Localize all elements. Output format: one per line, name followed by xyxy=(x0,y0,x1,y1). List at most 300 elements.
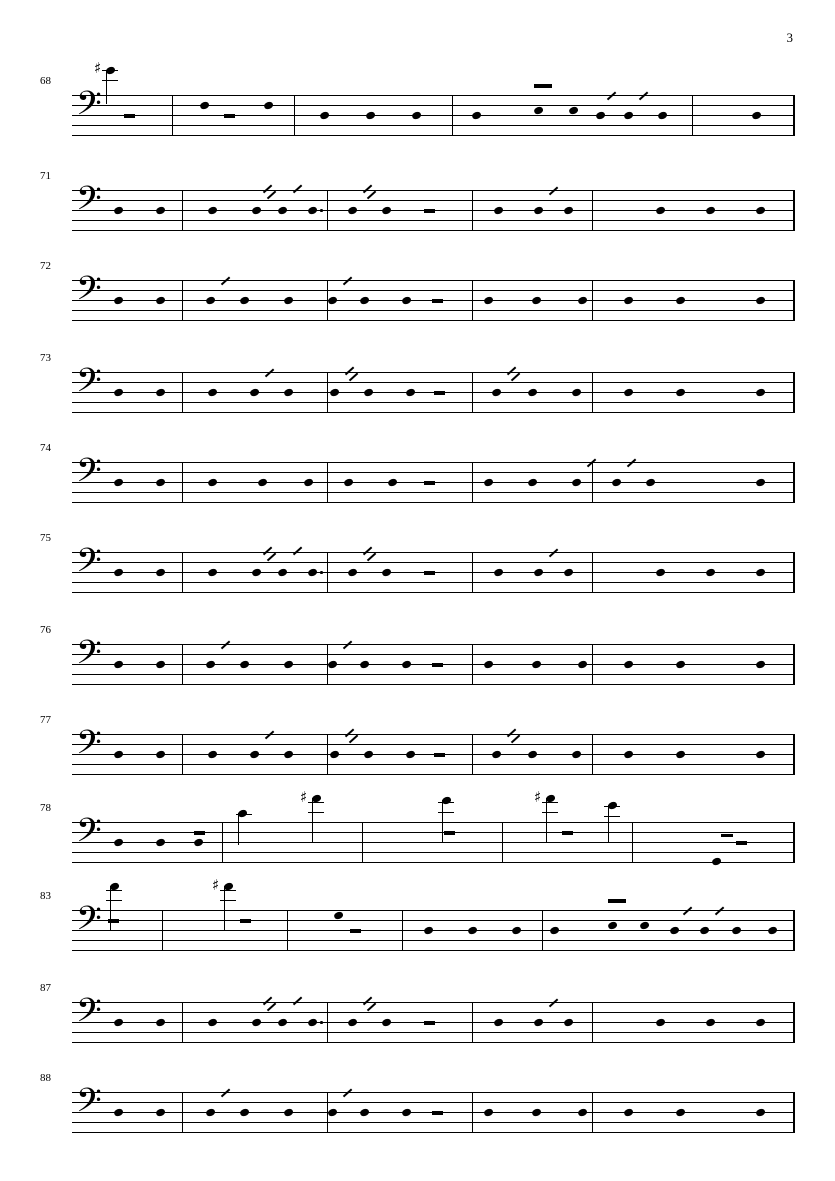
sixteenth-rest xyxy=(345,729,354,738)
barline xyxy=(327,1002,328,1043)
sixteenth-rest xyxy=(345,367,354,376)
note-head xyxy=(155,660,166,669)
ledger-line xyxy=(542,812,558,813)
sixteenth-rest xyxy=(511,735,520,744)
note-head xyxy=(307,1018,318,1027)
note-head xyxy=(623,111,634,120)
staff xyxy=(72,992,794,1042)
note-head xyxy=(193,838,204,847)
note-stem xyxy=(312,798,313,842)
ledger-line xyxy=(438,812,454,813)
barline xyxy=(592,280,593,321)
staff xyxy=(72,1082,794,1132)
note-head xyxy=(675,750,686,759)
half-rest xyxy=(432,299,443,303)
bass-clef-icon: 𝄢 xyxy=(76,812,102,858)
barline xyxy=(502,822,503,863)
bass-clef-icon: 𝄢 xyxy=(76,542,102,588)
staff-line xyxy=(72,382,794,383)
note-head xyxy=(577,1108,588,1117)
note-head xyxy=(283,660,294,669)
barline xyxy=(327,372,328,413)
staff-line xyxy=(72,220,794,221)
barline xyxy=(287,910,288,951)
note-head xyxy=(533,206,544,215)
note-head xyxy=(483,1108,494,1117)
sixteenth-rest xyxy=(263,185,272,194)
note-head xyxy=(675,1108,686,1117)
half-rest xyxy=(562,831,573,835)
staff-line xyxy=(72,842,794,843)
barline xyxy=(592,190,593,231)
barline xyxy=(327,462,328,503)
note-head xyxy=(411,111,422,120)
half-rest xyxy=(350,929,361,933)
note-head xyxy=(113,568,124,577)
note-head xyxy=(251,568,262,577)
staff-line xyxy=(72,754,794,755)
note-head xyxy=(113,206,124,215)
note-head xyxy=(755,388,766,397)
note-head xyxy=(655,206,666,215)
augmentation-dot xyxy=(320,571,323,574)
bass-clef-icon: 𝄢 xyxy=(76,85,102,131)
staff-line xyxy=(72,200,794,201)
note-head xyxy=(207,750,218,759)
note-head xyxy=(207,388,218,397)
note-head xyxy=(563,206,574,215)
note-head xyxy=(155,1018,166,1027)
barline xyxy=(327,734,328,775)
note-head xyxy=(483,296,494,305)
note-head xyxy=(113,838,124,847)
note-head xyxy=(329,750,340,759)
staff-line xyxy=(72,862,794,863)
staff-line xyxy=(72,764,794,765)
note-head xyxy=(207,1018,218,1027)
half-rest xyxy=(424,571,435,575)
staff-line xyxy=(72,230,794,231)
barline xyxy=(793,280,795,321)
staff-line xyxy=(72,562,794,563)
staff-line xyxy=(72,412,794,413)
staff-line xyxy=(72,940,794,941)
note-head xyxy=(387,478,398,487)
barline xyxy=(542,910,543,951)
note-head xyxy=(155,1108,166,1117)
staff-line xyxy=(72,320,794,321)
barline xyxy=(472,1002,473,1043)
measure-number: 74 xyxy=(40,442,51,454)
note-head xyxy=(755,1108,766,1117)
sixteenth-rest xyxy=(263,547,272,556)
barline xyxy=(182,1092,183,1133)
barline xyxy=(472,644,473,685)
staff-line xyxy=(72,1092,794,1093)
measure-number: 78 xyxy=(40,802,51,814)
staff xyxy=(72,270,794,320)
staff-line xyxy=(72,582,794,583)
sixteenth-rest xyxy=(367,553,376,562)
ledger-line xyxy=(102,80,118,81)
sixteenth-rest xyxy=(293,547,302,556)
staff-line xyxy=(72,644,794,645)
note-head xyxy=(657,111,668,120)
staff-line xyxy=(72,1102,794,1103)
note-head xyxy=(347,568,358,577)
sixteenth-rest xyxy=(349,373,358,382)
note-head xyxy=(493,1018,504,1027)
note-head xyxy=(381,1018,392,1027)
note-head xyxy=(327,1108,338,1117)
staff-line xyxy=(72,392,794,393)
note-head xyxy=(239,1108,250,1117)
note-head xyxy=(155,478,166,487)
staff xyxy=(72,724,794,774)
half-rest xyxy=(432,663,443,667)
barline xyxy=(793,1002,795,1043)
note-head xyxy=(251,1018,262,1027)
note-head xyxy=(531,1108,542,1117)
note-head xyxy=(277,206,288,215)
note-stem xyxy=(238,813,239,845)
note-head xyxy=(239,296,250,305)
barline xyxy=(592,734,593,775)
barline xyxy=(182,734,183,775)
staff-line xyxy=(72,190,794,191)
note-head xyxy=(568,106,579,115)
barline xyxy=(793,552,795,593)
note-head xyxy=(675,388,686,397)
note-head xyxy=(359,296,370,305)
staff xyxy=(72,788,794,862)
barline xyxy=(182,644,183,685)
sixteenth-rest xyxy=(363,185,372,194)
note-head xyxy=(363,750,374,759)
sharp-accidental: ♯ xyxy=(534,788,542,806)
sixteenth-rest xyxy=(349,735,358,744)
ledger-line xyxy=(220,890,236,891)
staff xyxy=(72,452,794,502)
barline xyxy=(592,372,593,413)
barline xyxy=(182,552,183,593)
note-head xyxy=(277,568,288,577)
barline xyxy=(793,910,795,951)
half-rest xyxy=(444,831,455,835)
barline xyxy=(592,462,593,503)
sixteenth-rest xyxy=(367,191,376,200)
staff xyxy=(72,634,794,684)
note-head xyxy=(655,1018,666,1027)
note-head xyxy=(381,206,392,215)
note-head xyxy=(155,838,166,847)
ledger-line xyxy=(308,812,324,813)
note-head xyxy=(207,206,218,215)
note-head xyxy=(493,206,504,215)
note-stem xyxy=(546,798,547,842)
bass-clef-icon: 𝄢 xyxy=(76,1082,102,1128)
barline xyxy=(294,95,295,136)
note-head xyxy=(363,388,374,397)
note-head xyxy=(491,750,502,759)
sixteenth-rest xyxy=(367,1003,376,1012)
staff-line xyxy=(72,592,794,593)
staff-line xyxy=(72,1042,794,1043)
note-head xyxy=(533,568,544,577)
note-head xyxy=(483,660,494,669)
staff-line xyxy=(72,654,794,655)
note-head xyxy=(755,568,766,577)
staff-line xyxy=(72,852,794,853)
staff-line xyxy=(72,552,794,553)
sharp-accidental: ♯ xyxy=(212,876,220,894)
measure-number: 76 xyxy=(40,624,51,636)
half-rest xyxy=(124,114,135,118)
note-head xyxy=(471,111,482,120)
note-head xyxy=(205,660,216,669)
note-head xyxy=(767,926,778,935)
barline xyxy=(182,280,183,321)
measure-number: 68 xyxy=(40,75,51,87)
note-head xyxy=(639,921,650,930)
note-head xyxy=(571,478,582,487)
half-rest xyxy=(194,831,205,835)
note-head xyxy=(239,660,250,669)
bass-clef-icon: 𝄢 xyxy=(76,452,102,498)
note-head xyxy=(563,1018,574,1027)
staff-line xyxy=(72,1132,794,1133)
note-head xyxy=(675,296,686,305)
bass-clef-icon: 𝄢 xyxy=(76,362,102,408)
note-head xyxy=(113,478,124,487)
bass-clef-icon: 𝄢 xyxy=(76,992,102,1038)
barline xyxy=(793,822,795,863)
staff-line xyxy=(72,1122,794,1123)
note-head xyxy=(467,926,478,935)
half-rest xyxy=(240,919,251,923)
note-head xyxy=(645,478,656,487)
note-head xyxy=(755,296,766,305)
note-head xyxy=(423,926,434,935)
note-head xyxy=(571,388,582,397)
staff-line xyxy=(72,1002,794,1003)
note-head xyxy=(531,296,542,305)
note-head xyxy=(251,206,262,215)
note-head xyxy=(705,206,716,215)
barline xyxy=(592,552,593,593)
note-head xyxy=(655,568,666,577)
note-head xyxy=(155,568,166,577)
note-flag xyxy=(721,834,733,837)
measure-number: 87 xyxy=(40,982,51,994)
note-head xyxy=(113,1108,124,1117)
staff xyxy=(72,362,794,412)
staff-line xyxy=(72,125,794,126)
note-head xyxy=(155,296,166,305)
note-head xyxy=(623,388,634,397)
ledger-line xyxy=(308,802,324,803)
sixteenth-rest xyxy=(293,997,302,1006)
staff-line xyxy=(72,105,794,106)
measure-number: 71 xyxy=(40,170,51,182)
note-head xyxy=(329,388,340,397)
staff-line xyxy=(72,95,794,96)
note-head xyxy=(283,1108,294,1117)
sixteenth-rest xyxy=(267,191,276,200)
staff-line xyxy=(72,734,794,735)
bass-clef-icon: 𝄢 xyxy=(76,900,102,946)
staff-line xyxy=(72,1032,794,1033)
barline xyxy=(472,734,473,775)
ledger-line xyxy=(542,802,558,803)
staff-line xyxy=(72,674,794,675)
note-head xyxy=(113,660,124,669)
note-head xyxy=(381,568,392,577)
note-head xyxy=(155,750,166,759)
note-head xyxy=(705,1018,716,1027)
staff-line xyxy=(72,115,794,116)
staff-line xyxy=(72,832,794,833)
staff-line xyxy=(72,290,794,291)
note-head xyxy=(623,1108,634,1117)
note-head xyxy=(755,750,766,759)
barline xyxy=(793,1092,795,1133)
note-head xyxy=(755,660,766,669)
augmentation-dot xyxy=(320,1021,323,1024)
note-head xyxy=(527,388,538,397)
note-head xyxy=(533,1018,544,1027)
half-rest xyxy=(434,753,445,757)
note-head xyxy=(563,568,574,577)
note-head xyxy=(623,660,634,669)
staff-line xyxy=(72,472,794,473)
note-head xyxy=(669,926,680,935)
note-head xyxy=(283,750,294,759)
barline xyxy=(327,190,328,231)
note-head xyxy=(577,660,588,669)
note-head xyxy=(113,750,124,759)
measure-number: 77 xyxy=(40,714,51,726)
sixteenth-rest xyxy=(507,367,516,376)
measure-number: 73 xyxy=(40,352,51,364)
barline xyxy=(793,734,795,775)
sixteenth-rest xyxy=(293,185,302,194)
note-head xyxy=(493,568,504,577)
note-head xyxy=(705,568,716,577)
note-head xyxy=(333,911,344,920)
note-head xyxy=(675,660,686,669)
note-head xyxy=(571,750,582,759)
note-head xyxy=(731,926,742,935)
sharp-accidental: ♯ xyxy=(300,788,308,806)
barline xyxy=(632,822,633,863)
note-head xyxy=(365,111,376,120)
note-head xyxy=(401,1108,412,1117)
note-head xyxy=(207,568,218,577)
ledger-line xyxy=(542,822,558,823)
ledger-line xyxy=(438,822,454,823)
page-number: 3 xyxy=(786,30,793,45)
note-head xyxy=(755,478,766,487)
note-stem xyxy=(110,886,111,930)
barline xyxy=(472,280,473,321)
bass-clef-icon: 𝄢 xyxy=(76,634,102,680)
half-rest xyxy=(424,1021,435,1025)
barline xyxy=(793,190,795,231)
barline xyxy=(402,910,403,951)
ledger-line xyxy=(220,900,236,901)
barline xyxy=(222,822,223,863)
staff-line xyxy=(72,462,794,463)
note-head xyxy=(155,388,166,397)
staff xyxy=(72,876,794,950)
barline xyxy=(182,372,183,413)
barline xyxy=(472,462,473,503)
half-rest xyxy=(108,919,119,923)
measure-number: 83 xyxy=(40,890,51,902)
note-head xyxy=(347,1018,358,1027)
staff-line xyxy=(72,822,794,823)
note-head xyxy=(343,478,354,487)
staff-line xyxy=(72,135,794,136)
sixteenth-rest xyxy=(267,1003,276,1012)
note-head xyxy=(327,660,338,669)
measure-number: 88 xyxy=(40,1072,51,1084)
note-head xyxy=(491,388,502,397)
note-head xyxy=(751,111,762,120)
note-head xyxy=(699,926,710,935)
ledger-line xyxy=(106,910,122,911)
half-rest xyxy=(224,114,235,118)
note-head xyxy=(405,388,416,397)
note-head xyxy=(527,478,538,487)
note-head xyxy=(155,206,166,215)
note-head xyxy=(327,296,338,305)
staff-line xyxy=(72,492,794,493)
note-head xyxy=(755,1018,766,1027)
sixteenth-rest xyxy=(507,729,516,738)
barline xyxy=(472,1092,473,1133)
barline xyxy=(592,1002,593,1043)
barline xyxy=(162,910,163,951)
note-head xyxy=(611,478,622,487)
sixteenth-rest xyxy=(363,547,372,556)
barline xyxy=(592,1092,593,1133)
note-head xyxy=(607,921,618,930)
note-head xyxy=(533,106,544,115)
note-head xyxy=(283,296,294,305)
note-head xyxy=(623,750,634,759)
sixteenth-rest xyxy=(363,997,372,1006)
sharp-accidental: ♯ xyxy=(94,59,102,77)
note-head xyxy=(401,660,412,669)
note-stem xyxy=(106,70,107,104)
note-head xyxy=(549,926,560,935)
note-head xyxy=(401,296,412,305)
note-head xyxy=(205,1108,216,1117)
barline xyxy=(182,1002,183,1043)
note-head xyxy=(277,1018,288,1027)
staff-line xyxy=(72,372,794,373)
note-head xyxy=(249,388,260,397)
staff xyxy=(72,542,794,592)
measure-number: 75 xyxy=(40,532,51,544)
note-stem xyxy=(442,800,443,842)
half-rest xyxy=(424,209,435,213)
note-head xyxy=(307,206,318,215)
sixteenth-rest xyxy=(263,997,272,1006)
ledger-line xyxy=(106,890,122,891)
